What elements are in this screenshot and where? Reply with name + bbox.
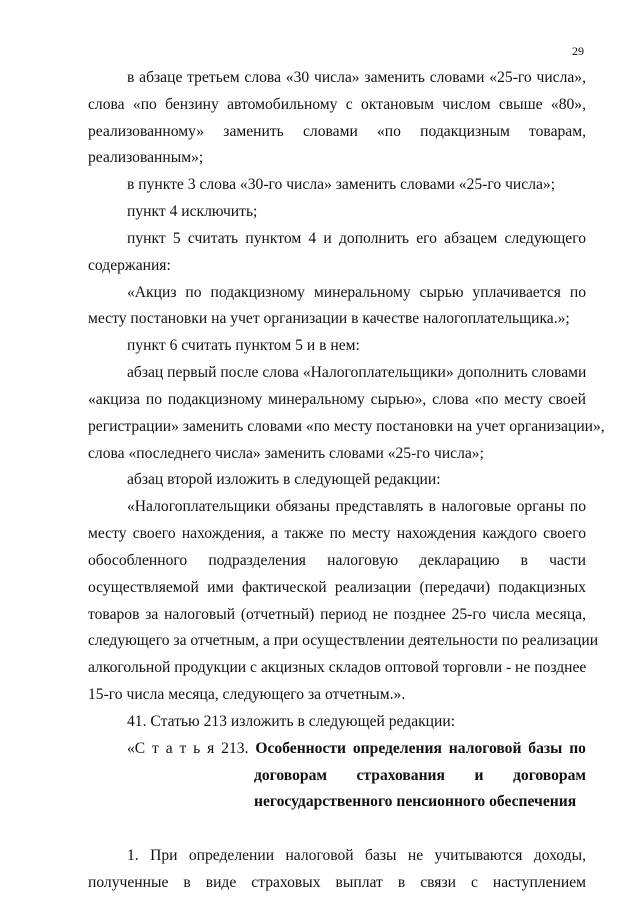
text-line: следующего за отчетным, а при осуществлении деятельности по реализации [88,632,599,650]
blank-line [88,816,586,843]
text-line: осуществляемой ими фактической реализации (передачи) подакцизных [88,578,586,596]
text-line: пункт 6 считать пунктом 5 и в нем: [127,337,360,355]
text-line: в абзаце третьем слова «30 числа» заменить словами «25-го числа», [127,69,586,86]
text-line: 1. При определении налоговой базы не учитываются доходы, [127,847,586,865]
text-line: алкогольной продукции с акцизных складов оптовой торговли - не позднее [88,659,587,677]
text-line: регистрации» заменить словами «по месту постановки на учет организации», [88,417,605,435]
text-line: товаров за налоговый (отчетный) период не позднее 25-го числа месяца, [88,605,586,623]
article-heading-line-1 [88,736,586,763]
article-title-part-1: Особенности определения налоговой базы по [255,739,586,757]
article-prefix: «С т а т ь я 213. [127,739,249,757]
text-line: «Акциз по подакцизному минеральному сырью уплачивается по [127,283,586,301]
text-line: слова «последнего числа» заменить словами «25-го числа»; [88,444,484,462]
text-line: месту своего нахождения, а также по месту нахождения каждого своего [88,525,586,543]
page-number: 29 [572,44,584,58]
article-title-part-3: негосударственного пенсионного обеспечения [254,793,577,811]
text-line: абзац первый после слова «Налогоплательщики» дополнить словами [127,364,587,382]
article-title-part-2: договорам страхования и договорам [254,766,586,784]
text-line: пункт 5 считать пунктом 4 и дополнить его абзацем следующего [127,229,586,247]
article-heading-line-3 [88,789,586,816]
text-line: содержания: [88,256,171,274]
text-line: абзац второй изложить в следующей редакции: [127,471,441,489]
text-line: обособленного подразделения налоговую декларацию в части [88,551,586,569]
article-heading-line-2 [88,763,586,790]
text-line: «Налогоплательщики обязаны представлять в налоговые органы по [127,498,586,516]
text-line: «акциза по подакцизному минеральному сырью», слова «по месту своей [88,390,586,408]
text-line: реализованному» заменить словами «по подакцизным товарам, [88,122,586,140]
text-line: полученные в виде страховых выплат в связи с наступлением [88,873,586,891]
text-line: пункт 4 исключить; [127,203,258,221]
text-line: реализованным»; [88,149,204,167]
document-body [88,65,605,897]
text-line: 41. Статью 213 изложить в следующей редакции: [127,712,456,730]
text-line: месту постановки на учет организации в качестве налогоплательщика.»; [88,310,570,328]
text-line: слова «по бензину автомобильному с октановым числом свыше «80», [88,95,586,113]
text-line: в пункте 3 слова «30-го числа» заменить словами «25-го числа»; [127,176,556,194]
text-line: 15-го числа месяца, следующего за отчетным.». [88,686,406,704]
